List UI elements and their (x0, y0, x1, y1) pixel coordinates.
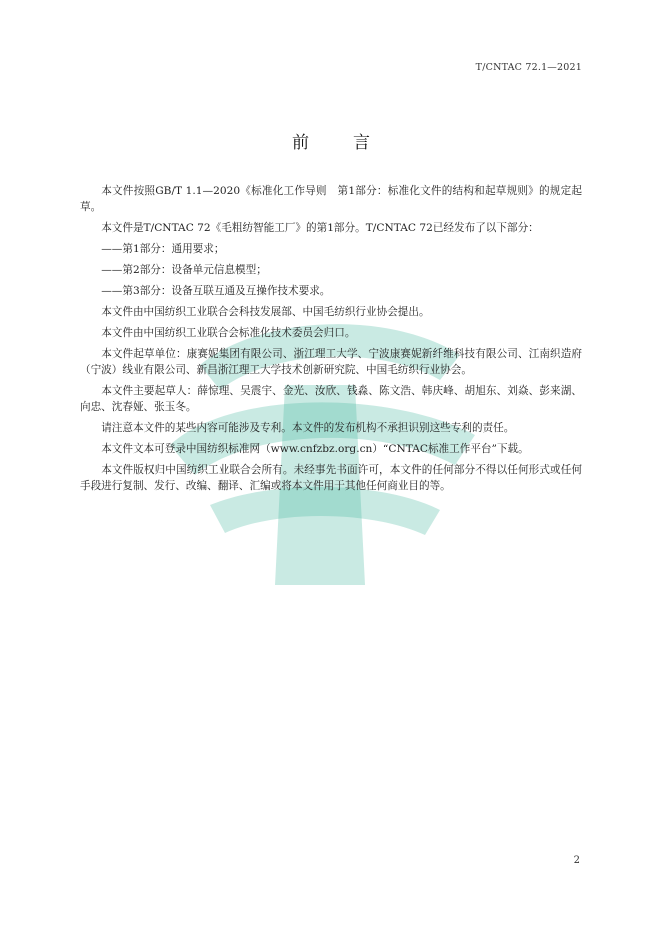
document-code: T/CNTAC 72.1—2021 (475, 62, 582, 73)
paragraph: 本文件起草单位：康赛妮集团有限公司、浙江理工大学、宁波康赛妮新纤维科技有限公司、江南织造府（宁波）线业有限公司、新昌浙江理工大学技术创新研究院、中国毛纺织行业协会。 (80, 348, 582, 376)
list-item: ——第2部分：设备单元信息模型； (101, 264, 267, 276)
title-char-1: 前 (292, 133, 309, 153)
paragraph: 本文件由中国纺织工业联合会科技发展部、中国毛纺织行业协会提出。 (101, 306, 430, 318)
page-title (0, 128, 662, 153)
paragraph: 本文件文本可登录中国纺织标准网（www.cnfzbz.org.cn）“CNTAC标准工作平台”下载。 (101, 443, 529, 455)
list-item: ——第3部分：设备互联互通及互操作技术要求。 (101, 285, 331, 297)
title-char-2: 言 (353, 133, 370, 153)
paragraph: 本文件是T/CNTAC 72《毛粗纺智能工厂》的第1部分。T/CNTAC 72已经发布了以下部分： (101, 222, 539, 234)
page-number: 2 (573, 855, 580, 866)
paragraph: 请注意本文件的某些内容可能涉及专利。本文件的发布机构不承担识别这些专利的责任。 (101, 422, 515, 434)
list-item: ——第1部分：通用要求； (101, 243, 225, 255)
paragraph: 本文件主要起草人：薛惊理、吴震宇、金光、汝欣、钱淼、陈文浩、韩庆峰、胡旭东、刘焱、彭来湖、向忠、沈春娅、张玉冬。 (80, 385, 582, 413)
paragraph: 本文件由中国纺织工业联合会标准化技术委员会归口。 (101, 327, 356, 339)
paragraph: 本文件版权归中国纺织工业联合会所有。未经事先书面许可，本文件的任何部分不得以任何形式或任何手段进行复制、发行、改编、翻译、汇编或将本文件用于其他任何商业目的等。 (80, 464, 582, 492)
preface-body (80, 183, 582, 499)
paragraph: 本文件按照GB/T 1.1—2020《标准化工作导则 第1部分：标准化文件的结构和起草规则》的规定起草。 (80, 185, 582, 213)
